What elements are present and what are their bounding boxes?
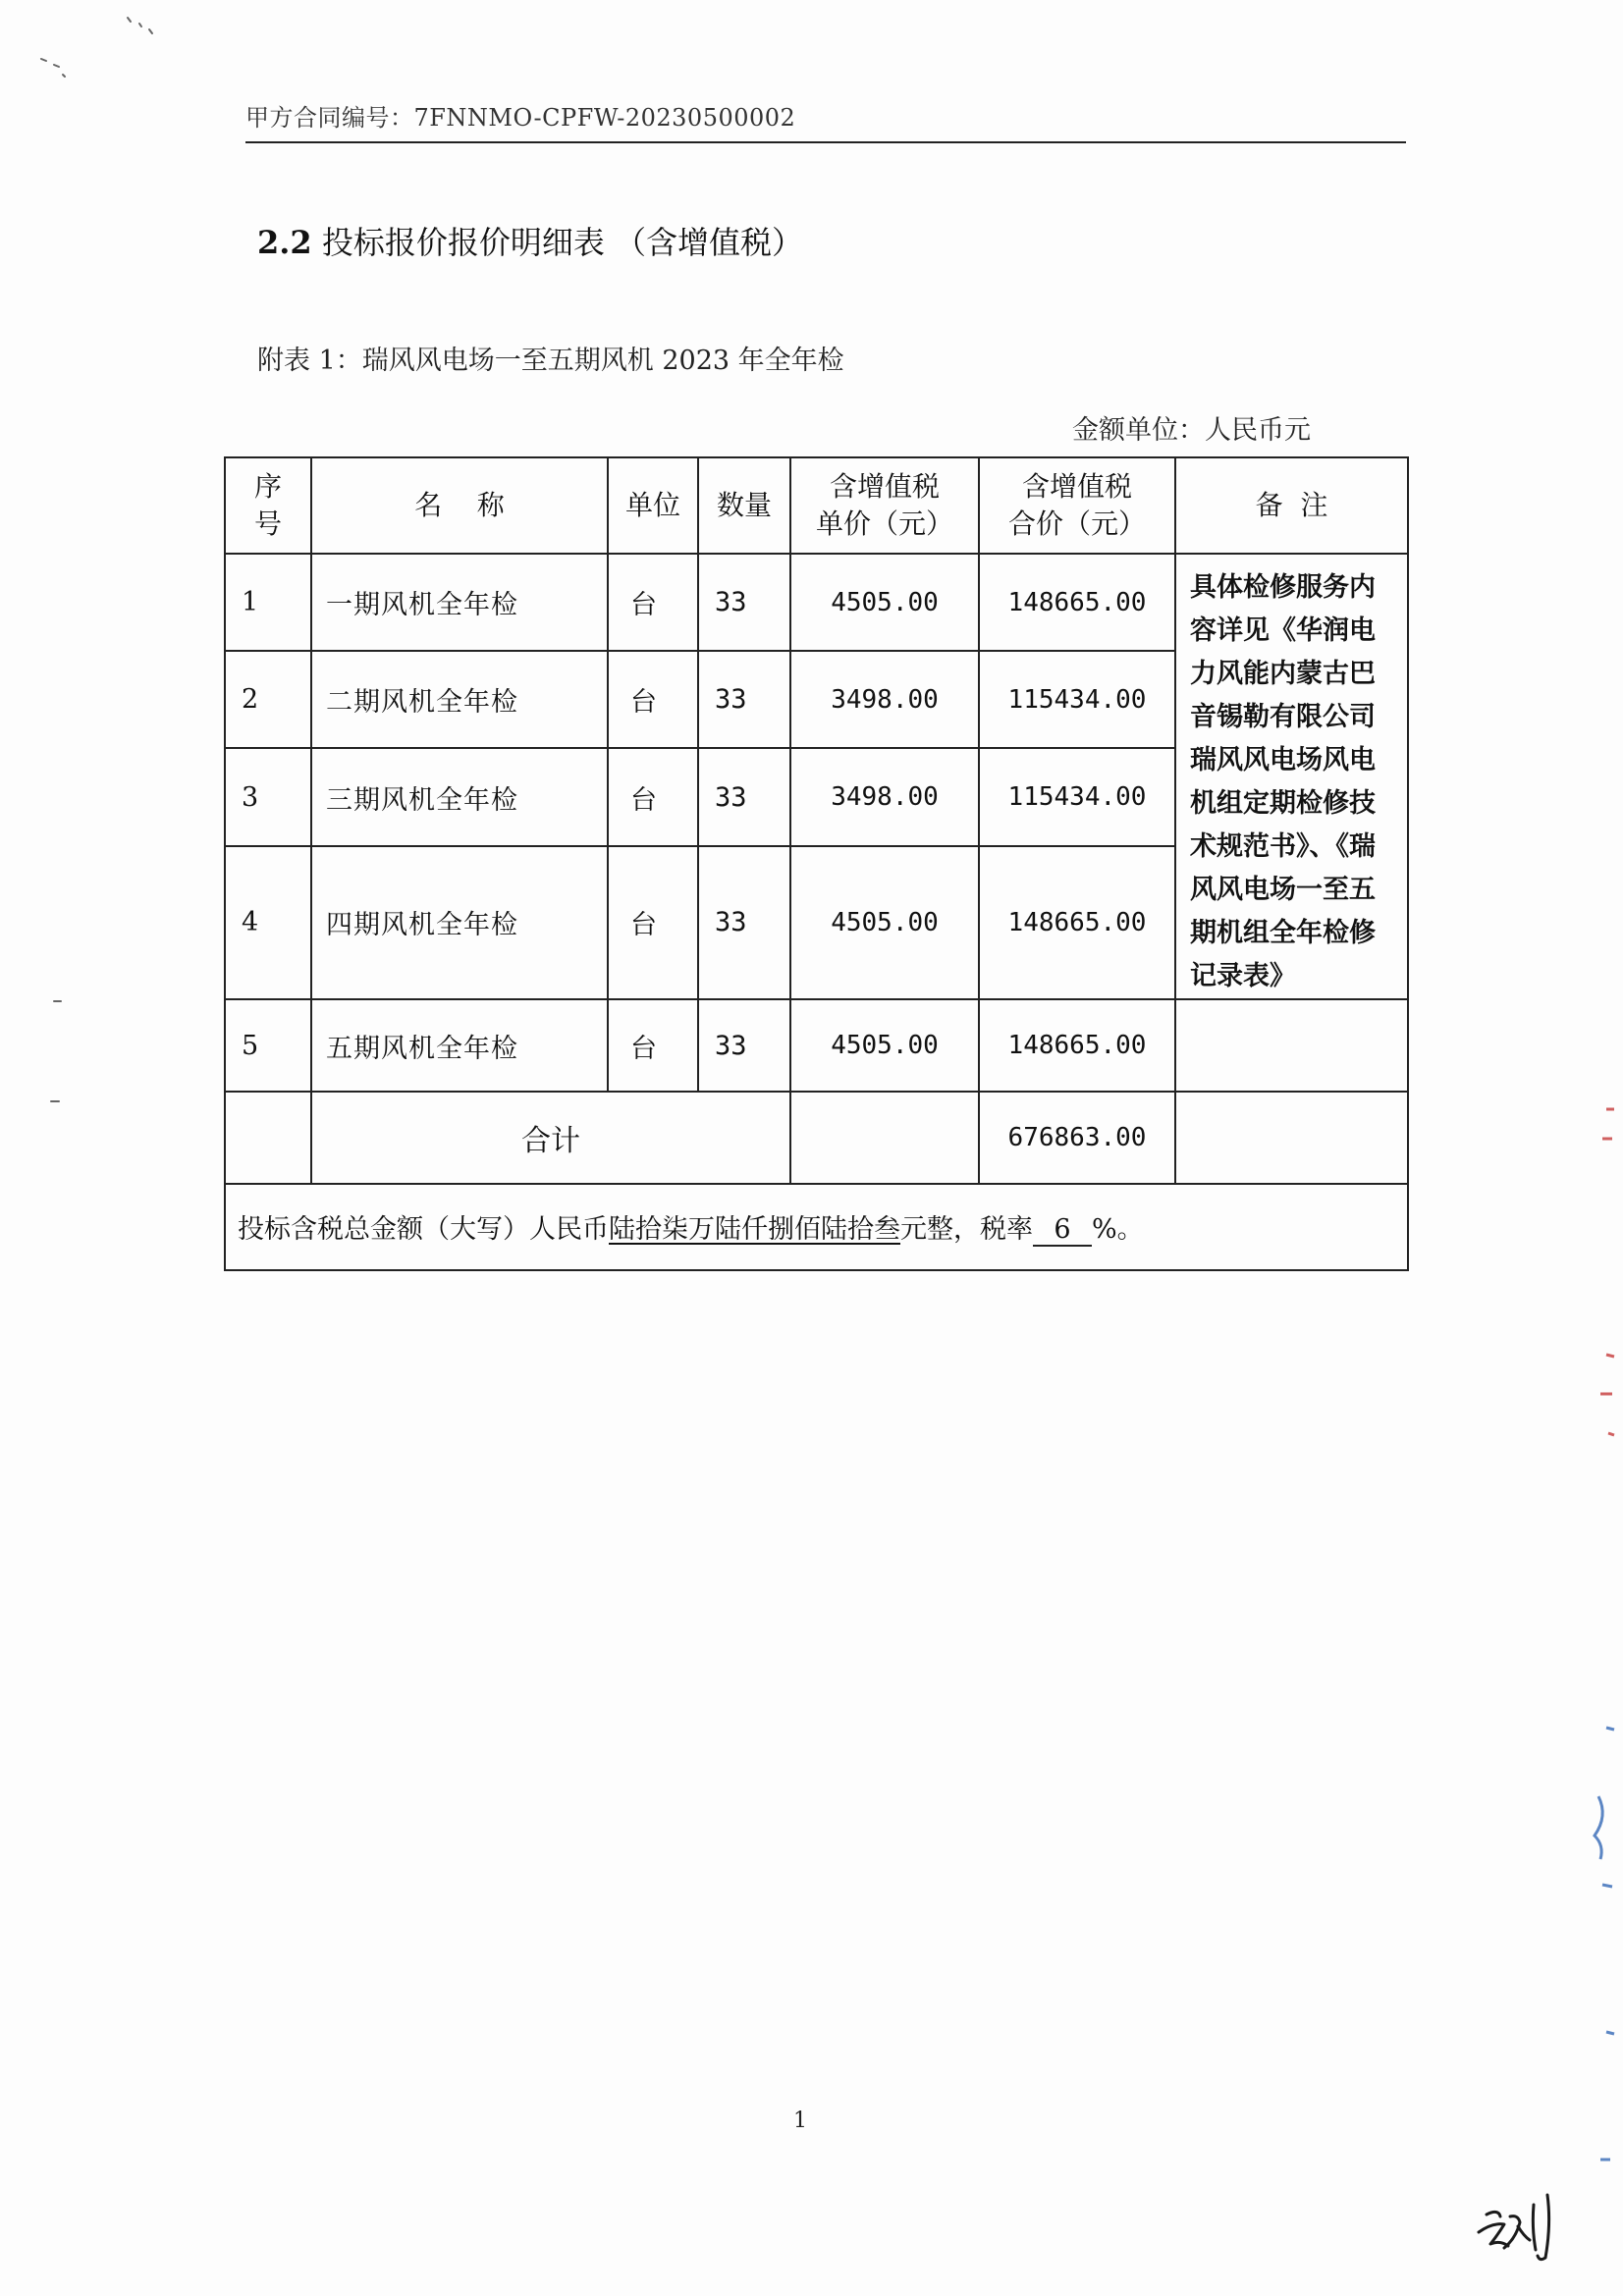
row-quantity: 33 [698, 554, 790, 651]
header-unit-price-line2: 单价（元） [815, 507, 953, 540]
header-index [225, 457, 311, 554]
remark-cell: 具体检修服务内容详见《华润电力风能内蒙古巴音锡勒有限公司瑞风风电场风电机组定期检修技术规范书》、《瑞风风电场一至五期机组全年检修记录表》 [1175, 554, 1408, 999]
row-quantity: 33 [698, 651, 790, 748]
row-unit-price: 3498.00 [790, 748, 979, 845]
row-unit-price: 4505.00 [790, 846, 979, 999]
row-quantity: 33 [698, 846, 790, 999]
row-unit-price: 4505.00 [790, 554, 979, 651]
row-unit: 台 [608, 999, 698, 1092]
total-value: 676863.00 [979, 1092, 1175, 1184]
table-row [225, 554, 1408, 651]
row-index: 2 [225, 651, 311, 748]
summary-row [225, 1184, 1408, 1270]
row-index: 4 [225, 846, 311, 999]
row-total-price: 115434.00 [979, 651, 1175, 748]
contract-label: 甲方合同编号： [245, 104, 414, 132]
row-unit: 台 [608, 748, 698, 845]
row-index: 3 [225, 748, 311, 845]
row-total-price: 148665.00 [979, 846, 1175, 999]
total-label: 合计 [311, 1092, 790, 1184]
section-title-text: 投标报价报价明细表 （含增值税） [311, 224, 804, 261]
total-unit-price-empty [790, 1092, 979, 1184]
row-quantity: 33 [698, 999, 790, 1092]
contract-header [245, 98, 1406, 143]
currency-unit-note: 金额单位：人民币元 [1072, 415, 1311, 446]
row-total-price: 148665.00 [979, 999, 1175, 1092]
tax-rate-value: 6 [1033, 1215, 1092, 1247]
contract-number: 7FNNMO-CPFW-20230500002 [413, 104, 796, 132]
row-unit-price: 4505.00 [790, 999, 979, 1092]
amount-in-words: 陆拾柒万陆仟捌佰陆拾叁 [609, 1214, 900, 1245]
row-name: 四期风机全年检 [311, 846, 608, 999]
row-unit: 台 [608, 846, 698, 999]
header-quantity: 数量 [698, 457, 790, 554]
header-total-price-line1: 含增值税 [1021, 470, 1132, 503]
header-name: 名 称 [311, 457, 608, 554]
row-name: 五期风机全年检 [311, 999, 608, 1092]
page-number: 1 [793, 2109, 807, 2133]
price-table-wrapper [224, 456, 1407, 1271]
total-index-empty [225, 1092, 311, 1184]
summary-suffix: 元整，税率 [900, 1214, 1033, 1245]
header-index-line1: 序 [253, 470, 282, 503]
row-total-price: 148665.00 [979, 554, 1175, 651]
header-remark: 备 注 [1175, 457, 1408, 554]
summary-cell [225, 1184, 1408, 1270]
header-unit-price [790, 457, 979, 554]
header-index-line2: 号 [253, 507, 282, 540]
header-total-price-line2: 合价（元） [1007, 507, 1146, 540]
row-total-price: 115434.00 [979, 748, 1175, 845]
row-unit-price: 3498.00 [790, 651, 979, 748]
row-name: 三期风机全年检 [311, 748, 608, 845]
percent-sign: %。 [1092, 1214, 1144, 1245]
table-header-row [225, 457, 1408, 554]
total-remark-empty [1175, 1092, 1408, 1184]
row-index: 1 [225, 554, 311, 651]
total-row [225, 1092, 1408, 1184]
row-name: 二期风机全年检 [311, 651, 608, 748]
row-unit: 台 [608, 651, 698, 748]
table-row [225, 999, 1408, 1092]
row-name: 一期风机全年检 [311, 554, 608, 651]
summary-prefix: 投标含税总金额（大写）人民币 [238, 1214, 609, 1245]
row-unit: 台 [608, 554, 698, 651]
section-number: 2.2 [257, 224, 312, 261]
handwritten-signature [1473, 2187, 1561, 2266]
price-detail-table [224, 456, 1409, 1271]
header-unit: 单位 [608, 457, 698, 554]
header-unit-price-line1: 含增值税 [829, 470, 940, 503]
attachment-subtitle: 附表 1：瑞风风电场一至五期风机 2023 年全年检 [257, 346, 844, 376]
header-total-price [979, 457, 1175, 554]
row-quantity: 33 [698, 748, 790, 845]
remark-empty-cell [1175, 999, 1408, 1092]
row-index: 5 [225, 999, 311, 1092]
section-title [257, 218, 803, 263]
